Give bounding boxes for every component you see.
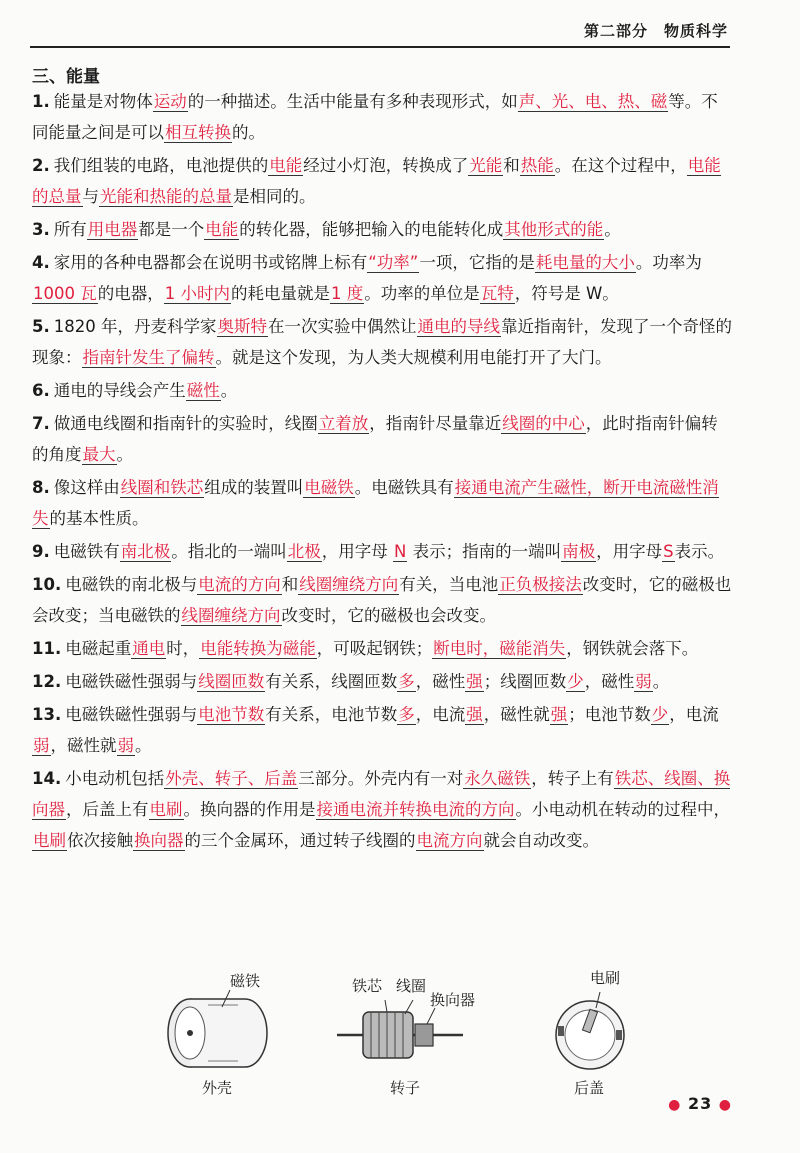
item-text: 。小电动机在转动的过程中，: [515, 800, 730, 819]
item-text: ，钢铁就会落下。: [566, 639, 699, 658]
answer-blank: 弱: [117, 736, 134, 755]
item-text: 都是一个: [138, 220, 205, 239]
list-item: [32, 375, 732, 406]
motor-cover-figure: [550, 990, 630, 1075]
answer-blank: 强: [466, 705, 483, 724]
item-text: 。功率的单位是: [364, 284, 480, 303]
item-text: 的三个金属环，通过转子线圈的: [184, 831, 416, 850]
item-text: 有关，当电池: [399, 575, 499, 594]
item-text: 改变时，它的磁极也会改变。: [281, 606, 496, 625]
answer-blank: 接通电流并转换电流的方向: [316, 800, 515, 819]
item-text: ，磁性: [584, 672, 635, 691]
item-text: 电磁铁磁性强弱与: [65, 672, 198, 691]
item-text: ，磁性: [415, 672, 466, 691]
page-number: [668, 1094, 732, 1113]
item-text: 。: [116, 445, 133, 464]
answer-blank: S: [663, 542, 674, 561]
item-text: 。换向器的作用是: [183, 800, 316, 819]
item-text: 表示。: [674, 542, 725, 561]
answer-blank: 南极: [562, 542, 596, 561]
answer-blank: 瓦特: [480, 284, 514, 303]
item-text: 。电磁铁具有: [354, 478, 454, 497]
answer-blank: 通电: [132, 639, 166, 658]
item-number: 14.: [32, 769, 62, 788]
answer-blank: 南北极: [120, 542, 171, 561]
item-number: 6.: [32, 381, 50, 400]
answer-blank: 1 小时内: [164, 284, 230, 303]
item-number: 5.: [32, 317, 50, 336]
answer-blank: 指南针发生了偏转: [82, 348, 215, 367]
item-text: 的一种描述。生活中能量有多种表现形式，如: [187, 92, 518, 111]
item-text: 小电动机包括: [65, 769, 165, 788]
item-text: ，磁性就: [50, 736, 117, 755]
item-text: ，此时指南针偏转的角度: [32, 414, 718, 464]
item-text: ，指南针尽量靠近: [369, 414, 502, 433]
answer-blank: 断电时，磁能消失: [433, 639, 566, 658]
answer-blank: 正负极接法: [499, 575, 582, 594]
answer-blank: 北极: [287, 542, 321, 561]
answer-blank: 电能转换为磁能: [200, 639, 316, 658]
list-item: [32, 86, 732, 148]
item-number: 9.: [32, 542, 50, 561]
item-text: 依次接触: [67, 831, 133, 850]
page-header: [0, 0, 800, 50]
item-text: 。: [135, 736, 152, 755]
item-text: 表示；指南的一端叫: [407, 542, 562, 561]
item-text: 改变时，它的磁极也会改变；当电磁铁的: [32, 575, 732, 625]
item-text: 。指北的一端叫: [171, 542, 287, 561]
answer-blank: N: [394, 542, 407, 561]
item-text: 有关系，线圈匝数: [265, 672, 398, 691]
item-text: ，后盖上有: [66, 800, 149, 819]
item-text: 所有: [53, 220, 87, 239]
list-item: [32, 214, 732, 245]
answer-blank: 多: [398, 672, 415, 691]
answer-blank: 电流方向: [416, 831, 483, 850]
item-text: 一项，它指的是: [419, 253, 535, 272]
answer-blank: 电能的总量: [32, 156, 721, 206]
answer-blank: 线圈缠绕方向: [299, 575, 399, 594]
item-number: 10.: [32, 575, 62, 594]
item-text: 等。不同能量之间是可以: [32, 92, 718, 142]
item-text: 1820 年，丹麦科学家: [53, 317, 217, 336]
item-number: 3.: [32, 220, 50, 239]
list-item: [32, 699, 732, 761]
item-number: 11.: [32, 639, 62, 658]
list-item: [32, 247, 732, 309]
item-number: 8.: [32, 478, 50, 497]
motor-rotor-figure: [335, 1000, 465, 1070]
header-title: 第二部分 物质科学: [583, 22, 728, 40]
answer-blank: 声、光、电、热、磁: [518, 92, 668, 111]
item-text: 就会自动改变。: [483, 831, 599, 850]
item-text: 电磁铁的南北极与: [65, 575, 198, 594]
label-commutator: 换向器: [430, 991, 476, 1009]
item-text: 电磁起重: [65, 639, 132, 658]
answer-blank: 相互转换: [165, 123, 231, 142]
item-text: 时，: [166, 639, 200, 658]
item-text: 和: [281, 575, 299, 594]
item-text: 三部分。外壳内有一对: [298, 769, 464, 788]
answer-blank: 线圈匝数: [198, 672, 265, 691]
item-text: ；电池节数: [568, 705, 651, 724]
item-text: 能量是对物体: [53, 92, 153, 111]
label-shell: 外壳: [202, 1079, 233, 1097]
item-text: ；线圈匝数: [483, 672, 567, 691]
answer-blank: 弱: [635, 672, 652, 691]
item-text: 做通电线圈和指南针的实验时，线圈: [53, 414, 318, 433]
motor-shell-figure: [160, 985, 270, 1080]
item-text: ，用字母: [596, 542, 663, 561]
answer-blank: 光能和热能的总量: [100, 187, 232, 206]
item-text: 的电器，: [97, 284, 164, 303]
answer-blank: 立着放: [318, 414, 369, 433]
label-coil: 线圈: [396, 977, 427, 995]
item-number: 7.: [32, 414, 50, 433]
answer-blank: 最大: [82, 445, 116, 464]
item-text: 。: [220, 381, 238, 400]
item-text: 。功率为: [635, 253, 702, 272]
item-text: ，可吸起钢铁；: [316, 639, 433, 658]
item-text: 和: [503, 156, 520, 175]
item-text: 的。: [232, 123, 265, 142]
item-text: 的基本性质。: [49, 509, 149, 528]
item-text: 经过小灯泡，转换成了: [303, 156, 469, 175]
item-text: 。在这个过程中，: [554, 156, 687, 175]
list-item: [32, 666, 732, 697]
item-text: ，磁性就: [483, 705, 550, 724]
answer-blank: 电磁铁: [304, 478, 354, 497]
answer-blank: 线圈的中心: [502, 414, 585, 433]
answer-blank: 强: [550, 705, 568, 724]
item-text: 有关系，电池节数: [265, 705, 398, 724]
answer-blank: 光能: [469, 156, 503, 175]
answer-blank: 弱: [33, 736, 50, 755]
item-text: 靠近指南针，发现了一个奇怪的现象：: [32, 317, 732, 367]
item-text: 。: [604, 220, 621, 239]
label-rotor: 转子: [390, 1079, 421, 1097]
answer-blank: 接通电流产生磁性，断开电流磁性消失: [32, 478, 719, 528]
answer-blank: 线圈和铁芯: [120, 478, 204, 497]
answer-blank: 其他形式的能: [504, 220, 604, 239]
item-text: 是相同的。: [233, 187, 316, 206]
item-text: 。: [652, 672, 670, 691]
answer-blank: 永久磁铁: [464, 769, 531, 788]
answer-blank: 电能: [205, 220, 239, 239]
list-item: [32, 311, 732, 373]
label-magnet: 磁铁: [230, 972, 261, 990]
list-item: [32, 569, 732, 631]
label-core: 铁芯: [352, 977, 383, 995]
answer-blank: 铁芯、线圈、换向器: [32, 769, 731, 819]
answer-blank: 换向器: [134, 831, 184, 850]
item-text: 的耗电量就是: [231, 284, 330, 303]
list-item: [32, 472, 732, 534]
bullet-dot-left: ●: [668, 1097, 682, 1113]
answer-blank: 电流的方向: [198, 575, 281, 594]
list-item: [32, 633, 732, 664]
answer-blank: 热能: [520, 156, 554, 175]
item-number: 1.: [32, 92, 50, 111]
header-rule: [30, 46, 730, 48]
item-text: 像这样由: [53, 478, 120, 497]
section-title: 三、能量: [32, 67, 100, 87]
item-text: 在一次实验中偶然让: [268, 317, 417, 336]
item-text: 与: [82, 187, 99, 206]
answer-blank: 少: [567, 672, 584, 691]
answer-blank: 电刷: [149, 800, 183, 819]
item-text: ，用字母: [321, 542, 393, 561]
item-text: 通电的导线会产生: [53, 381, 186, 400]
item-text: 的转化器，能够把输入的电能转化成: [239, 220, 504, 239]
list-item: [32, 536, 732, 567]
item-text: 电磁铁磁性强弱与: [65, 705, 198, 724]
item-text: ，转子上有: [531, 769, 614, 788]
answer-blank: 电池节数: [198, 705, 265, 724]
answer-blank: 电刷: [33, 831, 66, 850]
answer-blank: 通电的导线: [417, 317, 500, 336]
item-text: 我们组装的电路，电池提供的: [53, 156, 269, 175]
answer-blank: 用电器: [87, 220, 138, 239]
item-text: 家用的各种电器都会在说明书或铭牌上标有: [53, 253, 368, 272]
item-text: ，电流: [669, 705, 719, 724]
answer-blank: 1 度: [331, 284, 364, 303]
label-cover: 后盖: [574, 1079, 605, 1097]
item-number: 13.: [32, 705, 62, 724]
answer-blank: 奥斯特: [217, 317, 267, 336]
item-number: 4.: [32, 253, 50, 272]
answer-blank: 线圈缠绕方向: [181, 606, 281, 625]
answer-blank: 强: [466, 672, 483, 691]
answer-blank: 1000 瓦: [33, 284, 97, 303]
answer-blank: 少: [651, 705, 669, 724]
answer-blank: 磁性: [186, 381, 220, 400]
motor-figures: [150, 965, 650, 1105]
item-text: ，电流: [415, 705, 466, 724]
list-item: [32, 763, 732, 856]
answer-blank: 运动: [153, 92, 187, 111]
page-number-value: 23: [687, 1094, 713, 1113]
answer-blank: 多: [398, 705, 415, 724]
answer-blank: 电能: [269, 156, 303, 175]
answer-blank: “功率”: [368, 253, 419, 272]
list-item: [32, 150, 732, 212]
item-number: 12.: [32, 672, 62, 691]
label-brush: 电刷: [590, 969, 621, 987]
list-item: [32, 408, 732, 470]
item-text: ，符号是 W。: [514, 284, 619, 303]
item-text: 。就是这个发现，为人类大规模利用电能打开了大门。: [215, 348, 612, 367]
bullet-dot-right: ●: [718, 1097, 732, 1113]
item-list: [32, 86, 732, 858]
item-text: 组成的装置叫: [204, 478, 304, 497]
item-number: 2.: [32, 156, 50, 175]
answer-blank: 耗电量的大小: [535, 253, 635, 272]
answer-blank: 外壳、转子、后盖: [165, 769, 298, 788]
item-text: 电磁铁有: [53, 542, 120, 561]
